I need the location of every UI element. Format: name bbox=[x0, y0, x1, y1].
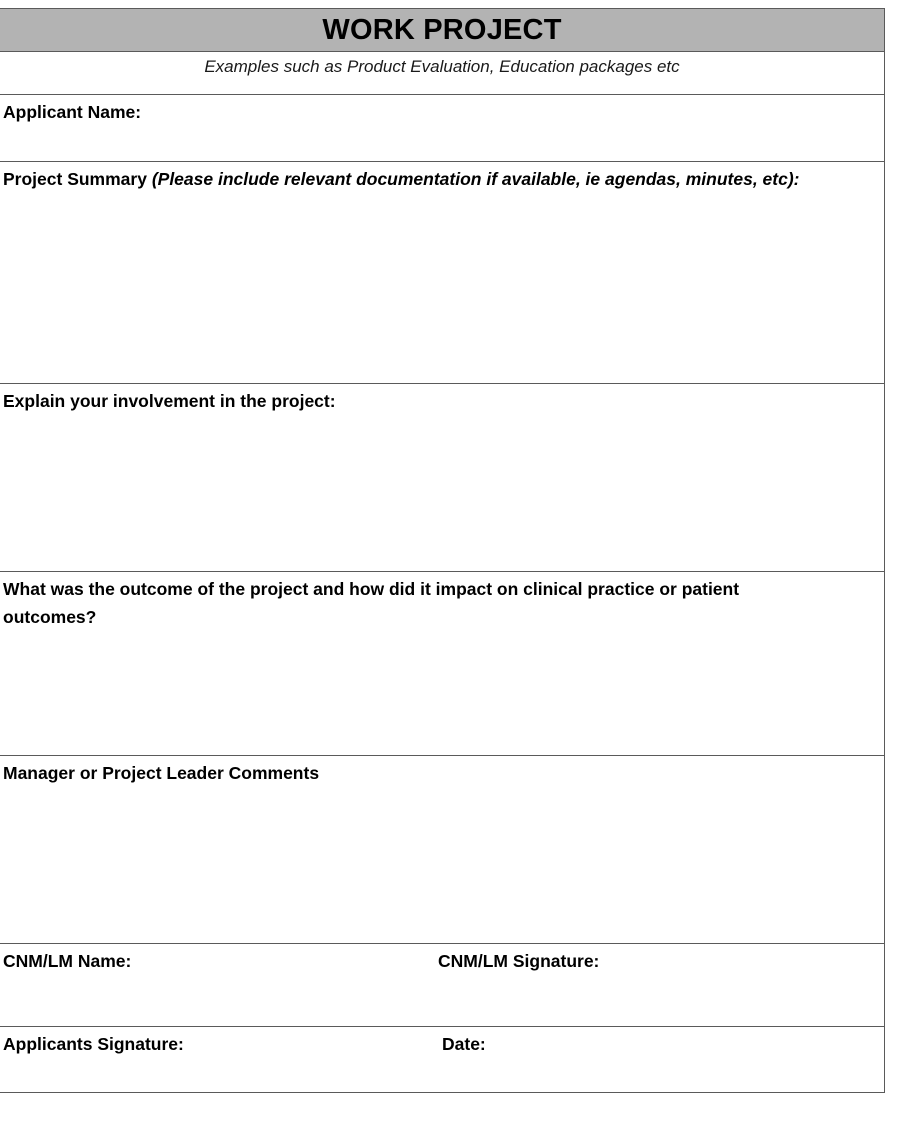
cnm-signature-field[interactable] bbox=[435, 978, 884, 1026]
form-header bbox=[0, 9, 884, 52]
involvement-label: Explain your involvement in the project: bbox=[3, 391, 336, 411]
outcome-section bbox=[0, 572, 884, 756]
form-subtitle-row bbox=[0, 52, 884, 95]
project-summary-title: Project Summary bbox=[3, 169, 152, 189]
form-subtitle: Examples such as Product Evaluation, Education packages etc bbox=[204, 57, 680, 76]
manager-comments-section bbox=[0, 756, 884, 944]
form-title: WORK PROJECT bbox=[322, 14, 562, 46]
outcome-label: What was the outcome of the project and how did it impact on clinical practice or patient outcomes? bbox=[3, 579, 740, 627]
manager-comments-field[interactable] bbox=[0, 790, 884, 943]
cnm-name-field[interactable] bbox=[0, 978, 434, 1026]
involvement-section bbox=[0, 384, 884, 572]
project-summary-section bbox=[0, 162, 884, 384]
applicant-name-section bbox=[0, 95, 884, 162]
applicant-name-label: Applicant Name: bbox=[3, 102, 142, 122]
involvement-field[interactable] bbox=[0, 418, 884, 571]
project-summary-note: (Please include relevant documentation if available, ie agendas, minutes, etc): bbox=[151, 169, 800, 189]
applicant-signature-label: Applicants Signature: bbox=[3, 1034, 184, 1054]
cnm-name-label: CNM/LM Name: bbox=[3, 951, 132, 971]
applicant-signature-section bbox=[0, 1027, 884, 1093]
applicant-name-field[interactable] bbox=[0, 129, 884, 161]
cnm-section bbox=[0, 944, 884, 1027]
manager-comments-label: Manager or Project Leader Comments bbox=[3, 763, 320, 783]
project-summary-label bbox=[3, 165, 836, 193]
date-label: Date: bbox=[442, 1034, 486, 1054]
date-field[interactable] bbox=[435, 1061, 884, 1093]
work-project-form bbox=[0, 8, 885, 1093]
project-summary-field[interactable] bbox=[0, 224, 884, 383]
applicant-signature-field[interactable] bbox=[0, 1061, 434, 1093]
cnm-signature-label: CNM/LM Signature: bbox=[438, 951, 600, 971]
outcome-field[interactable] bbox=[0, 634, 884, 755]
